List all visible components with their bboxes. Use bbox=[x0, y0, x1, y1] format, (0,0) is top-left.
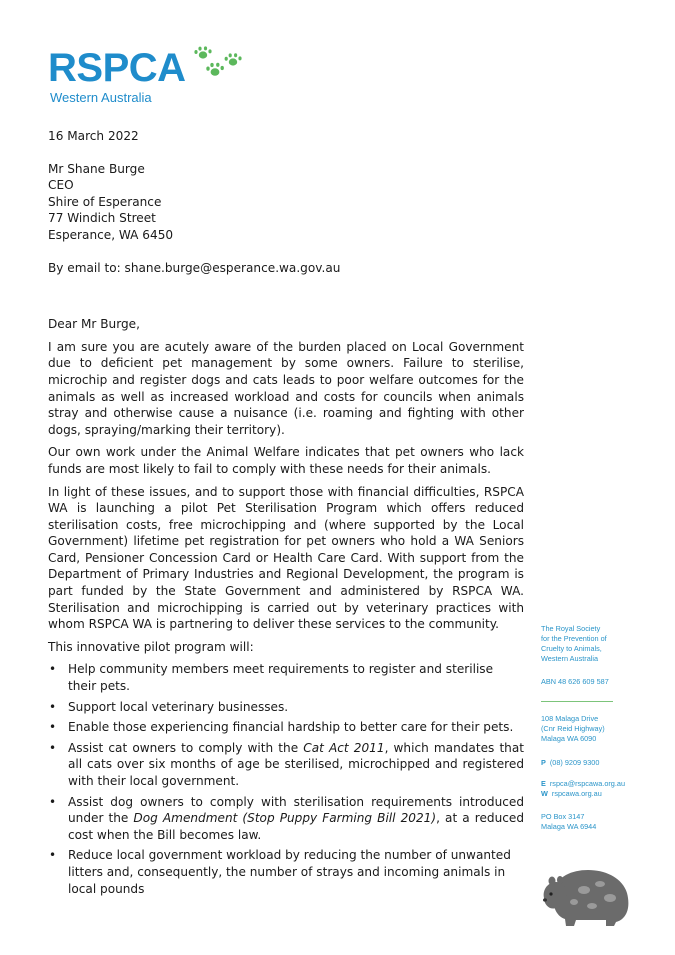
bullet-text-start: Assist cat owners to comply with the bbox=[68, 740, 304, 755]
website-link[interactable]: rspcawa.org.au bbox=[551, 789, 602, 798]
paragraph-burden: I am sure you are acutely aware of the burden placed on Local Government due to deficient pet management by some owners. Failure to sterilise, microchip and register dogs and cats leads to poor welfare outcomes for the animals as well as increased workload and costs for councils when animals stray and otherwise cause a nuisance (i.e. roaming and fighting with other dogs, spraying/marking their territory). bbox=[48, 339, 524, 437]
cat-act-title: Cat Act 2011 bbox=[303, 740, 385, 755]
program-intro: This innovative pilot program will: bbox=[48, 639, 254, 654]
dog-amendment-title: Dog Amendment (Stop Puppy Farming Bill 2021) bbox=[133, 811, 437, 826]
letter-body bbox=[48, 128, 524, 901]
society-line: Western Australia bbox=[541, 654, 599, 663]
list-item bbox=[48, 740, 524, 790]
paragraph-program: In light of these issues, and to support those with financial difficulties, RSPCA WA is launching a pilot Pet Sterilisation Program which offers reduced sterilisation costs, free microchipping and (where supported by the Local Government) lifetime pet registration for pet owners who hold a WA Seniors Card, Pensioner Concession Card or Health Care Card. With support from the Department of Primary Industries and Regional Development, the program is part funded by the State Government and administered by RSPCA WA. Sterilisation and microchipping is carried out by veterinary practices with whom RSPCA WA is partnering to deliver these services to the community. bbox=[48, 484, 524, 632]
recipient-title: CEO bbox=[48, 178, 74, 193]
list-item bbox=[48, 661, 524, 694]
wombat-illustration-icon bbox=[540, 864, 632, 926]
paw-prints-icon bbox=[191, 46, 243, 84]
po-box-line: PO Box 3147 bbox=[541, 812, 585, 821]
phone-contact bbox=[541, 758, 641, 768]
recipient-city: Esperance, WA 6450 bbox=[48, 227, 174, 242]
bullet-text: Enable those experiencing financial hardship to better care for their pets. bbox=[68, 720, 514, 735]
by-email-line: By email to: shane.burge@esperance.wa.gov.au bbox=[48, 260, 341, 275]
abn-number: ABN 48 626 609 587 bbox=[541, 677, 609, 686]
email-label: E bbox=[541, 779, 546, 788]
street-address bbox=[541, 714, 641, 744]
po-box-line: Malaga WA 6944 bbox=[541, 822, 597, 831]
bullet-icon: • bbox=[49, 720, 57, 735]
rspca-logo bbox=[48, 46, 248, 108]
bullet-text-end: , which mandates that all cats over six months of age be sterilised, microchipped and registered with their local government. bbox=[68, 740, 525, 788]
letter-date: 16 March 2022 bbox=[48, 129, 139, 143]
email-link[interactable]: rspca@rspcawa.org.au bbox=[549, 779, 626, 788]
bullet-icon: • bbox=[49, 662, 57, 677]
recipient-address bbox=[48, 161, 524, 244]
program-benefits-list bbox=[48, 661, 524, 897]
address-line: Malaga WA 6090 bbox=[541, 734, 597, 743]
recipient-name: Mr Shane Burge bbox=[48, 161, 145, 176]
recipient-organisation: Shire of Esperance bbox=[48, 194, 162, 209]
bullet-icon: • bbox=[49, 740, 57, 755]
bullet-text-end: , at a reduced cost when the Bill becomes law. bbox=[68, 811, 524, 842]
list-item bbox=[48, 699, 524, 716]
online-contact bbox=[541, 779, 641, 799]
logo-wordmark: RSPCA bbox=[48, 46, 186, 90]
bullet-text: Reduce local government workload by reducing the number of unwanted litters and, consequently, the number of strays and incoming animals in local pounds bbox=[68, 848, 511, 896]
list-item bbox=[48, 719, 524, 736]
list-item bbox=[48, 847, 524, 897]
bullet-text-start: Assist dog owners to comply with sterilisation requirements introduced under the bbox=[68, 794, 524, 826]
web-label: W bbox=[541, 789, 548, 798]
salutation: Dear Mr Burge, bbox=[48, 317, 140, 332]
logo-region: Western Australia bbox=[50, 90, 152, 105]
phone-label: P bbox=[541, 758, 546, 767]
address-line: 108 Malaga Drive bbox=[541, 714, 599, 723]
sidebar-divider bbox=[541, 701, 613, 702]
bullet-icon: • bbox=[49, 699, 57, 714]
society-line: The Royal Society bbox=[541, 624, 601, 633]
recipient-street: 77 Windich Street bbox=[48, 211, 156, 226]
po-box-address bbox=[541, 812, 641, 832]
address-line: (Cnr Reid Highway) bbox=[541, 724, 605, 733]
list-item bbox=[48, 794, 524, 844]
society-line: Cruelty to Animals, bbox=[541, 644, 602, 653]
society-line: for the Prevention of bbox=[541, 634, 607, 643]
bullet-text: Help community members meet requirements to register and sterilise their pets. bbox=[68, 662, 494, 694]
phone-number: (08) 9209 9300 bbox=[549, 758, 600, 767]
bullet-text: Support local veterinary businesses. bbox=[68, 699, 289, 714]
bullet-icon: • bbox=[49, 794, 57, 809]
society-name bbox=[541, 624, 641, 664]
paragraph-funds: Our own work under the Animal Welfare indicates that pet owners who lack funds are most likely to fail to comply with these needs for their animals. bbox=[48, 445, 524, 476]
bullet-icon: • bbox=[49, 848, 57, 863]
